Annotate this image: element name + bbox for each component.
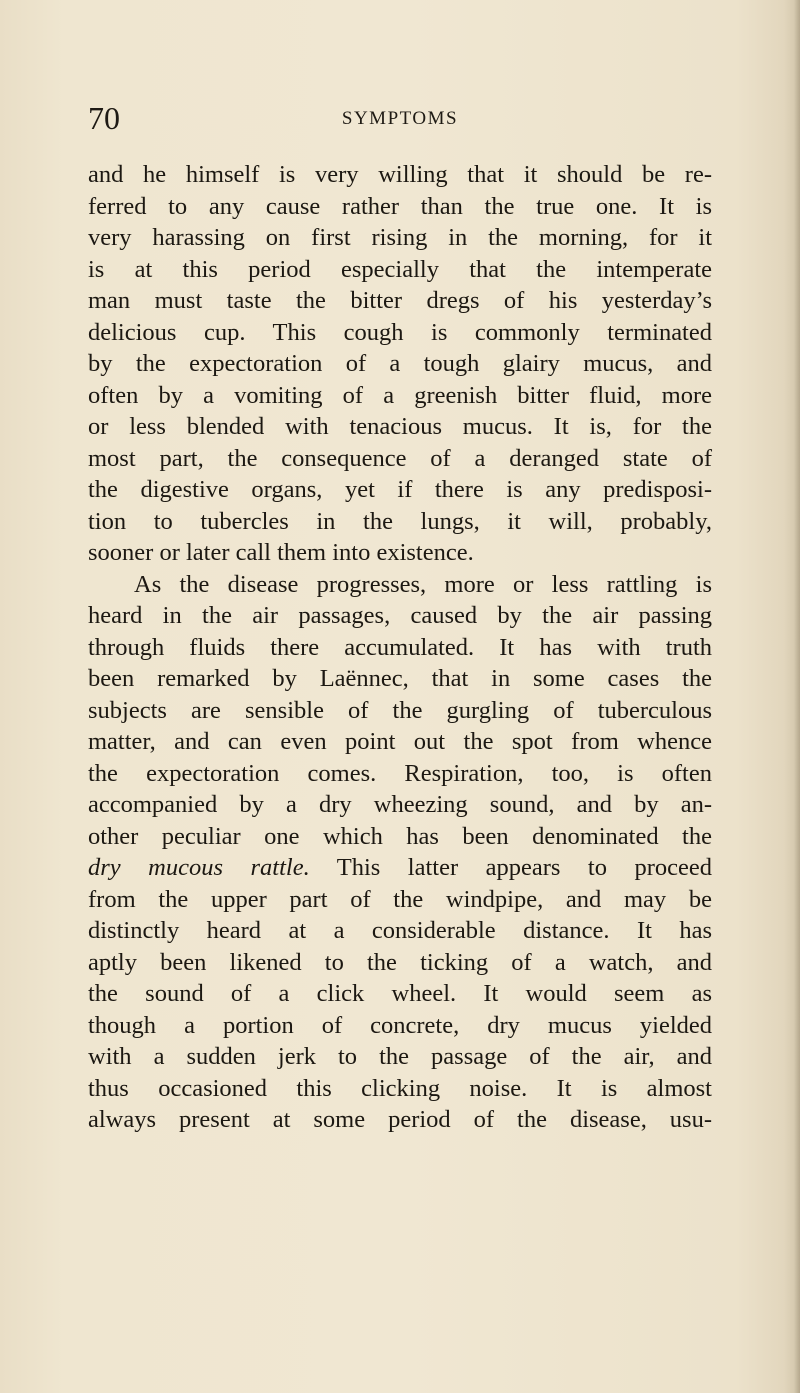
text-line: ferred to any cause rather than the true one. It is <box>88 192 712 220</box>
text-line: most part, the consequence of a deranged state of <box>88 444 712 472</box>
text-line-italic <box>88 852 712 884</box>
text-line: other peculiar one which has been denominated the <box>88 822 712 850</box>
page-header <box>88 98 712 138</box>
text-line: and he himself is very willing that it should be re- <box>88 161 712 188</box>
running-head: SYMPTOMS <box>341 108 459 129</box>
text-line: the digestive organs, yet if there is any predisposi- <box>88 476 712 503</box>
text-line: been remarked by Laënnec, that in some cases the <box>88 665 712 692</box>
page-number: 70 <box>88 100 120 136</box>
text-line: is at this period especially that the intemperate <box>88 255 712 283</box>
text-line: delicious cup. This cough is commonly terminated <box>88 318 712 346</box>
text-line: accompanied by a dry wheezing sound, and by an- <box>88 791 712 818</box>
text-line: very harassing on first rising in the morning, for it <box>88 224 712 251</box>
body-text <box>88 159 712 1136</box>
text-line: sooner or later call them into existence. <box>88 539 474 566</box>
text-line: or less blended with tenacious mucus. It is, for the <box>88 413 712 440</box>
text-line: the expectoration comes. Respiration, too, is often <box>88 759 712 787</box>
text-line: from the upper part of the windpipe, and may be <box>88 885 712 913</box>
text-line: subjects are sensible of the gurgling of tuberculous <box>88 696 712 724</box>
text-line: heard in the air passages, caused by the air passing <box>88 602 712 629</box>
text-line: As the disease progresses, more or less rattling is <box>134 570 712 598</box>
paragraph-2 <box>88 569 712 1136</box>
text-line: with a sudden jerk to the passage of the air, and <box>88 1043 712 1070</box>
text-line: aptly been likened to the ticking of a watch, and <box>88 948 712 976</box>
text-line: tion to tubercles in the lungs, it will, probably, <box>88 507 712 535</box>
text-fragment: This latter appears to proceed <box>309 854 712 881</box>
text-line: man must taste the bitter dregs of his yesterday’s <box>88 287 712 314</box>
text-line: though a portion of concrete, dry mucus yielded <box>88 1011 712 1039</box>
text-line: thus occasioned this clicking noise. It is almost <box>88 1074 712 1102</box>
paragraph-1 <box>88 159 712 569</box>
text-line: through fluids there accumulated. It has with truth <box>88 633 712 661</box>
text-line: by the expectoration of a tough glairy mucus, and <box>88 350 712 377</box>
page-edge-shadow <box>794 0 800 1393</box>
text-line: matter, and can even point out the spot from whence <box>88 728 712 755</box>
text-line: often by a vomiting of a greenish bitter fluid, more <box>88 381 712 409</box>
text-line: always present at some period of the disease, usu- <box>88 1106 712 1133</box>
text-line: the sound of a click wheel. It would seem as <box>88 980 712 1007</box>
italic-term: dry mucous rattle. <box>88 854 310 881</box>
text-line: distinctly heard at a considerable distance. It has <box>88 917 712 944</box>
